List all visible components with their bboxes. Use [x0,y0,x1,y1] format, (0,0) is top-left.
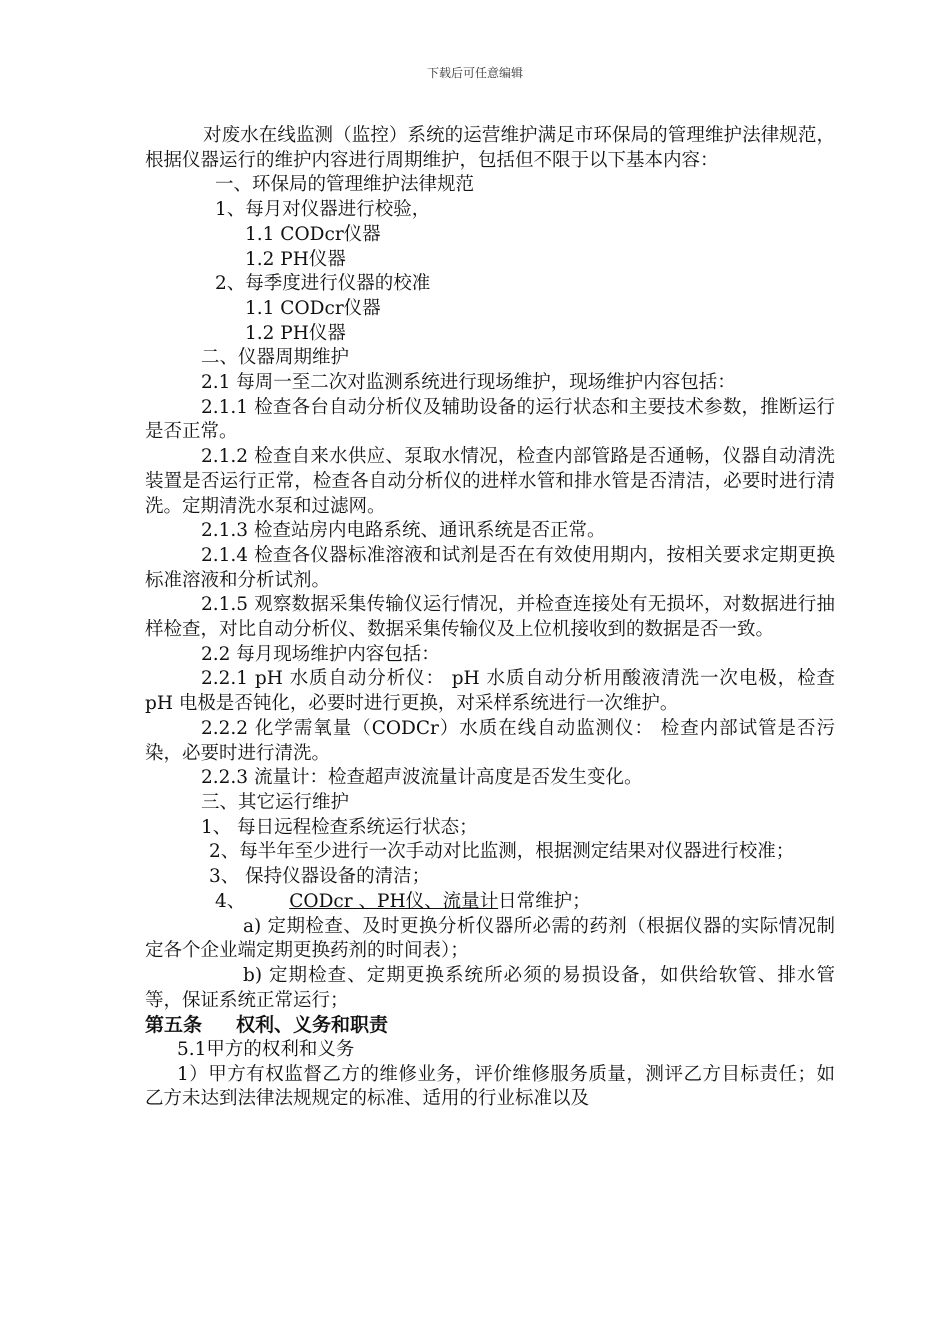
document-body [145,124,835,1112]
paragraph: 2、每半年至少进行一次手动对比监测，根据测定结果对仪器进行校准； [209,841,795,863]
paragraph: 2、每季度进行仪器的校准 [215,273,431,295]
paragraph: 3、 保持仪器设备的清洁； [209,866,431,888]
paragraph-group-article [145,1038,835,1112]
paragraph: 1、 每日远程检查系统运行状态； [201,816,478,838]
paragraph: 1.2 PH仪器 [245,322,346,344]
article-title: 权利、义务和职责 [236,1014,389,1037]
paragraph: 2.1.4 检查各仪器标准溶液和试剂是否在有效使用期内，按相关要求定期更换标准溶液和分析试剂。 [145,544,835,591]
paragraph: 1、每月对仪器进行校验， [215,199,431,221]
paragraph-group-sub [145,915,835,1014]
paragraph: 2.1.5 观察数据采集传输仪运行情况，并检查连接处有无损坏，对数据进行抽样检查，对比自动分析仪、数据采集传输仪及上位机接收到的数据是否一致。 [145,594,835,641]
article-number: 第五条 [145,1014,203,1037]
paragraph: 1.1 CODcr仪器 [245,297,381,319]
paragraph: b) 定期检查、定期更换系统所必须的易损设备，如供给软管、排水管等，保证系统正常运行； [145,964,835,1011]
paragraph: 三、其它运行维护 [201,791,350,813]
paragraph: 2.2.2 化学需氧量（CODCr）水质在线自动监测仪： 检查内部试管是否污染，必要时进行清洗。 [145,717,835,764]
article-heading [145,1013,835,1038]
paragraph: 2.1.2 检查自来水供应、泵取水情况，检查内部管路是否通畅，仪器自动清洗装置是否运行正常，检查各自动分析仪的进样水管和排水管是否清洁，必要时进行清洗。定期清洗水泵和过滤网。 [145,446,835,517]
page-header: 下载后可任意编辑 [426,66,523,80]
list-item-4-number: 4、 [215,890,246,912]
paragraph: 二、仪器周期维护 [201,347,350,369]
paragraph: 2.2.1 pH 水质自动分析仪： pH 水质自动分析用酸液清洗一次电极，检查pH 电极是否钝化，必要时进行更换，对采样系统进行一次维护。 [145,668,835,715]
list-item-4-rest: 日常维护； [498,890,591,912]
paragraph: 2.1.3 检查站房内电路系统、通讯系统是否正常。 [201,520,606,542]
paragraph: a) 定期检查、及时更换分析仪器所必需的药剂（根据仪器的实际情况制定各个企业端定期更换药剂的时间表）； [145,915,835,962]
list-item-4-underlined: CODcr 、PH仪、流量计 [289,890,499,912]
paragraph: 对废水在线监测（监控）系统的运营维护满足市环保局的管理维护法律规范，根据仪器运行的维护内容进行周期维护，包括但不限于以下基本内容： [145,125,835,171]
paragraph: 2.2 每月现场维护内容包括： [201,643,440,665]
list-item-4 [145,890,835,915]
paragraph: 2.2.3 流量计：检查超声波流量计高度是否发生变化。 [201,767,643,789]
paragraph: 一、环保局的管理维护法律规范 [215,174,475,196]
paragraph: 1.1 CODcr仪器 [245,223,381,245]
paragraph: 1）甲方有权监督乙方的维修业务，评价维修服务质量，测评乙方目标责任；如乙方未达到法律法规规定的标准、适用的行业标准以及 [145,1063,835,1110]
paragraph: 1.2 PH仪器 [245,248,346,270]
paragraph: 5.1甲方的权利和义务 [177,1039,355,1061]
paragraph: 2.1.1 检查各台自动分析仪及辅助设备的运行状态和主要技术参数，推断运行是否正常。 [145,396,835,443]
paragraph: 2.1 每周一至二次对监测系统进行现场维护，现场维护内容包括： [201,372,736,394]
paragraph-group-main [145,124,835,890]
